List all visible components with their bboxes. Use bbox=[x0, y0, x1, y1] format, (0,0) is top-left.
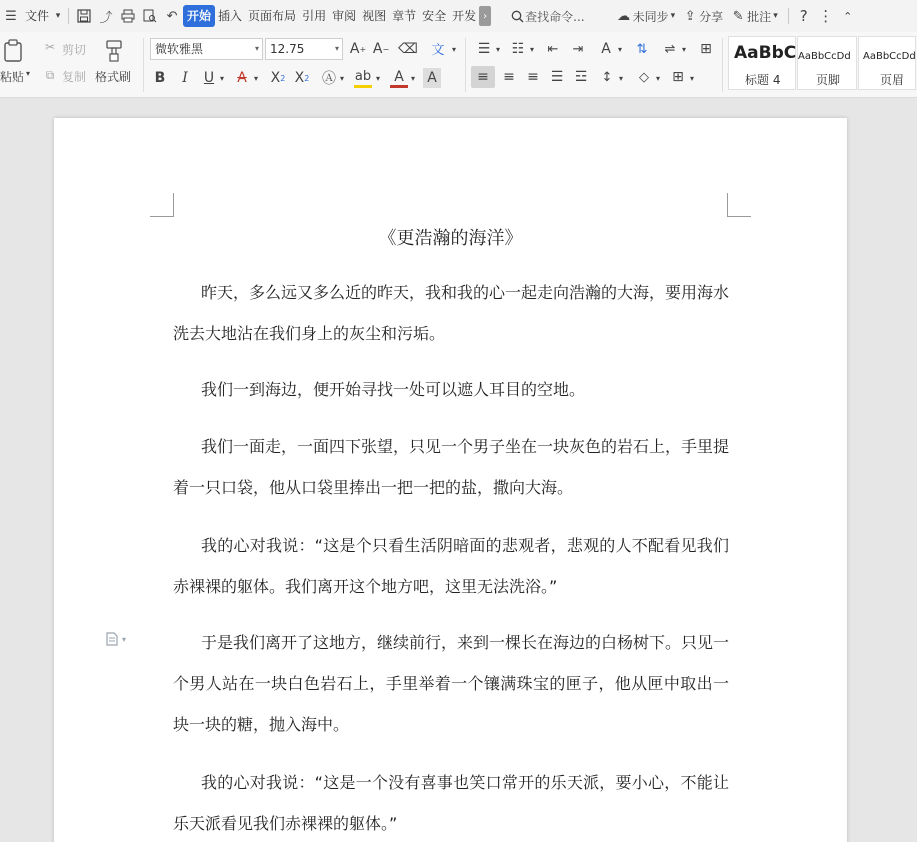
divider bbox=[722, 38, 723, 92]
numbered-list-icon[interactable]: ☷ bbox=[511, 41, 525, 57]
paragraph[interactable]: 我们一到海边，便开始寻找一处可以遮人耳目的空地。 bbox=[201, 380, 586, 399]
clear-format-icon[interactable]: ⌫ bbox=[398, 41, 418, 57]
chevron-down-icon[interactable]: ▾ bbox=[529, 44, 534, 54]
divider bbox=[143, 38, 144, 92]
decrease-font-icon[interactable]: A − bbox=[372, 41, 390, 57]
document-canvas bbox=[0, 98, 917, 842]
format-painter-icon[interactable] bbox=[103, 38, 125, 64]
justify-icon[interactable]: ☰ bbox=[550, 69, 564, 85]
paragraph[interactable]: 我的心对我说：“这是一个没有喜事也笑口常开的乐天派，要小心，不能让乐天派看见我们赤裸裸的躯体。” bbox=[173, 773, 729, 833]
search-icon bbox=[509, 5, 525, 27]
more-tabs-icon[interactable]: › bbox=[479, 6, 491, 26]
tab-references[interactable]: 引用 bbox=[302, 9, 327, 23]
chevron-down-icon[interactable]: ▾ bbox=[55, 11, 61, 21]
cloud-sync-icon[interactable]: ☁ bbox=[617, 8, 631, 24]
ribbon-toolbar bbox=[0, 32, 917, 98]
document-page[interactable] bbox=[54, 118, 847, 842]
font-size-select[interactable] bbox=[265, 38, 343, 60]
menu-file[interactable]: 文件 bbox=[25, 9, 50, 23]
character-shading-icon[interactable]: A bbox=[423, 68, 441, 88]
more-options-icon[interactable]: ⋮ bbox=[818, 7, 834, 25]
italic-icon[interactable]: I bbox=[182, 70, 188, 86]
divider bbox=[465, 38, 466, 92]
superscript-icon[interactable]: X 2 bbox=[270, 70, 286, 86]
tab-review[interactable]: 审阅 bbox=[332, 9, 357, 23]
font-name-select[interactable] bbox=[150, 38, 263, 60]
divider bbox=[68, 8, 69, 24]
chevron-down-icon: ▾ bbox=[334, 44, 339, 53]
chevron-down-icon[interactable]: ▾ bbox=[375, 73, 380, 83]
tab-developer[interactable]: 开发 bbox=[452, 9, 477, 23]
collapse-ribbon-icon[interactable]: ⌃ bbox=[843, 9, 853, 23]
copy-icon[interactable]: ⧉ bbox=[45, 67, 55, 82]
chevron-down-icon[interactable]: ▾ bbox=[495, 44, 500, 54]
undo-icon[interactable]: ↶ bbox=[166, 8, 178, 24]
print-preview-icon[interactable] bbox=[139, 5, 161, 27]
font-color-icon[interactable]: A bbox=[390, 68, 408, 88]
command-search[interactable] bbox=[509, 5, 584, 27]
comment-icon[interactable]: ✎ bbox=[732, 8, 744, 24]
tab-chapter[interactable]: 章节 bbox=[392, 9, 417, 23]
style-footer[interactable] bbox=[797, 36, 857, 90]
cut-icon[interactable]: ✂ bbox=[44, 40, 56, 54]
print-icon[interactable] bbox=[117, 5, 139, 27]
decrease-indent-icon[interactable]: ⇤ bbox=[547, 41, 559, 57]
chevron-down-icon[interactable]: ▾ bbox=[681, 44, 686, 54]
style-sample: AaBbCcDd bbox=[863, 51, 916, 62]
paragraph[interactable]: 昨天，多么远又多么近的昨天，我和我的心一起走向浩瀚的大海，要用海水洗去大地沾在我们身上的灰尘和污垢。 bbox=[173, 283, 730, 343]
tab-home[interactable]: 开始 bbox=[183, 5, 215, 27]
paragraph[interactable]: 于是我们离开了这地方，继续前行，来到一棵长在海边的白杨树下。只见一个男人站在一块白色岩石上，手里举着一个镶满珠宝的匣子，他从匣中取出一块一块的糖，抛入海中。 bbox=[173, 633, 730, 734]
chevron-down-icon[interactable]: ▾ bbox=[451, 44, 456, 54]
chevron-down-icon[interactable]: ▾ bbox=[773, 11, 778, 21]
change-case-icon[interactable]: A bbox=[601, 41, 611, 57]
copy-button[interactable]: 复制 bbox=[62, 70, 87, 84]
share-button[interactable]: 分享 bbox=[699, 9, 724, 24]
document-title[interactable]: 《更浩瀚的海洋》 bbox=[378, 228, 523, 249]
underline-icon[interactable]: U bbox=[203, 70, 215, 86]
text-effect-icon[interactable]: Ⓐ bbox=[322, 71, 336, 87]
chevron-down-icon[interactable]: ▾ bbox=[339, 73, 344, 83]
style-sample: AaBbC bbox=[734, 43, 797, 63]
font-size-value: 12.75 bbox=[270, 42, 305, 56]
align-right-icon[interactable]: ≡ bbox=[527, 69, 539, 85]
chevron-down-icon[interactable]: ▾ bbox=[26, 69, 31, 78]
style-name: 页眉 bbox=[880, 73, 905, 87]
export-icon[interactable]: ⤴ bbox=[99, 10, 113, 26]
shading-fill-icon[interactable]: ◇ bbox=[639, 69, 649, 85]
bullet-list-icon[interactable]: ☰ bbox=[477, 41, 491, 57]
share-icon[interactable]: ⇪ bbox=[684, 8, 696, 24]
tab-page-layout[interactable]: 页面布局 bbox=[248, 9, 297, 23]
menu-bar bbox=[0, 0, 917, 32]
align-left-icon[interactable]: ≡ bbox=[471, 66, 495, 88]
help-icon[interactable]: ? bbox=[799, 7, 808, 25]
border-icon[interactable]: ⊞ bbox=[672, 69, 684, 85]
chevron-down-icon: ▾ bbox=[122, 634, 127, 644]
hamburger-icon[interactable]: ☰ bbox=[5, 8, 17, 24]
bold-icon[interactable]: B bbox=[154, 70, 166, 86]
style-heading-4[interactable] bbox=[728, 36, 796, 90]
chevron-down-icon[interactable]: ▾ bbox=[253, 73, 258, 83]
chevron-down-icon[interactable]: ▾ bbox=[618, 73, 623, 83]
save-icon[interactable] bbox=[73, 5, 95, 27]
borders-grid-icon[interactable]: ⊞ bbox=[700, 41, 712, 57]
tab-security[interactable]: 安全 bbox=[422, 9, 447, 23]
cut-button[interactable]: 剪切 bbox=[62, 43, 87, 57]
highlight-icon[interactable]: ab bbox=[354, 68, 372, 88]
chevron-down-icon[interactable]: ▾ bbox=[655, 73, 660, 83]
strikethrough-icon[interactable]: A bbox=[237, 70, 247, 86]
increase-indent-icon[interactable]: ⇥ bbox=[572, 41, 584, 57]
paste-button[interactable]: 粘贴 bbox=[0, 70, 25, 84]
paste-icon[interactable] bbox=[2, 38, 26, 64]
chevron-down-icon[interactable]: ▾ bbox=[410, 73, 415, 83]
style-name: 标题 4 bbox=[745, 73, 781, 87]
chevron-down-icon: ▾ bbox=[254, 44, 259, 53]
chevron-down-icon[interactable]: ▾ bbox=[219, 73, 224, 83]
font-name-value: 微软雅黑 bbox=[155, 42, 204, 56]
paragraph-layout-icon[interactable] bbox=[106, 632, 126, 646]
pinyin-guide-icon[interactable]: 文 bbox=[431, 42, 445, 58]
divider bbox=[788, 8, 789, 24]
style-header[interactable] bbox=[858, 36, 916, 90]
increase-font-icon[interactable]: A + bbox=[349, 41, 367, 57]
subscript-icon[interactable]: X 2 bbox=[294, 70, 310, 86]
chevron-down-icon[interactable]: ▾ bbox=[617, 44, 622, 54]
tab-view[interactable]: 视图 bbox=[362, 9, 387, 23]
chevron-down-icon[interactable]: ▾ bbox=[670, 11, 676, 21]
style-name: 页脚 bbox=[816, 73, 841, 87]
distributed-align-icon[interactable]: ☲ bbox=[574, 69, 588, 85]
line-spacing-icon[interactable]: ↕ bbox=[601, 69, 613, 85]
tab-insert[interactable]: 插入 bbox=[218, 9, 243, 23]
sync-status[interactable]: 未同步 bbox=[632, 9, 669, 24]
crop-mark-top-left bbox=[150, 193, 174, 217]
style-sample: AaBbCcDd bbox=[798, 51, 851, 62]
paragraph[interactable]: 我的心对我说：“这是个只看生活阴暗面的悲观者，悲观的人不配看见我们赤裸裸的躯体。我们离开这个地方吧，这里无法洗浴。” bbox=[173, 536, 729, 596]
search-placeholder: 查找命令... bbox=[525, 9, 585, 24]
crop-mark-top-right bbox=[727, 193, 751, 217]
paragraph[interactable]: 我们一面走，一面四下张望，只见一个男子坐在一块灰色的岩石上，手里提着一只口袋，他从口袋里捧出一把一把的盐，撒向大海。 bbox=[173, 437, 730, 497]
format-painter-button[interactable]: 格式刷 bbox=[95, 70, 132, 84]
comment-button[interactable]: 批注 bbox=[747, 9, 772, 24]
align-center-icon[interactable]: ≡ bbox=[503, 69, 515, 85]
sort-icon[interactable]: ⇅ bbox=[636, 41, 648, 57]
chevron-down-icon[interactable]: ▾ bbox=[689, 73, 694, 83]
line-spacing-adjust-icon[interactable]: ⇌ bbox=[664, 41, 676, 57]
